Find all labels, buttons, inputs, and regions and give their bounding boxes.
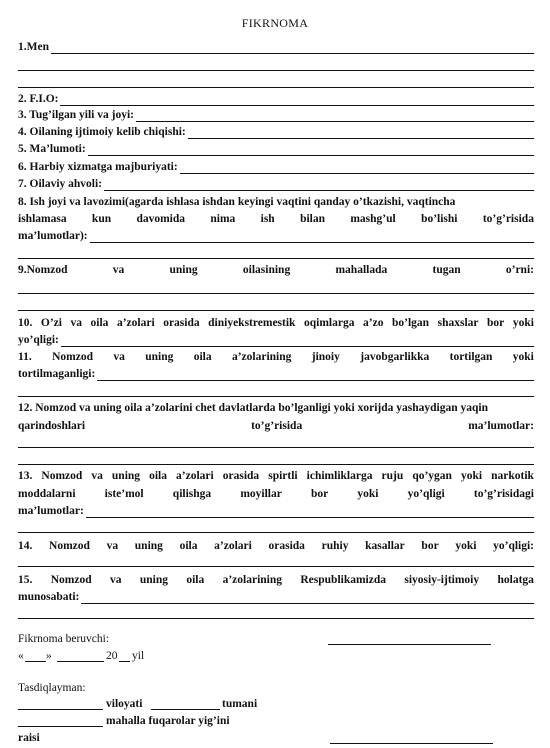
justified-word: va xyxy=(106,540,119,552)
beruvchi-label: Fikrnoma beruvchi: xyxy=(18,633,110,645)
q10-label: yo’qligi: xyxy=(18,334,59,346)
q5-field[interactable] xyxy=(88,144,534,156)
justified-word: va xyxy=(109,574,122,586)
q12-line2 xyxy=(18,419,534,433)
q3-row xyxy=(18,108,534,122)
justified-word: iste’mol xyxy=(104,488,144,500)
justified-word: 9.Nomzod xyxy=(18,264,68,276)
q4-field[interactable] xyxy=(188,127,534,139)
justified-word: ish xyxy=(260,213,275,225)
q10-line1 xyxy=(18,316,534,330)
justified-word: o’rni: xyxy=(505,264,534,276)
justified-word: narkotik xyxy=(491,470,534,482)
raisi-signature-line[interactable] xyxy=(330,743,493,744)
viloyati-label: viloyati xyxy=(106,698,143,710)
document-title: FIKRNOMA xyxy=(241,16,309,30)
q5-row xyxy=(18,142,534,156)
justified-word: a’zolarining xyxy=(222,574,283,586)
q6-label: 6. Harbiy xizmatga majburiyati: xyxy=(18,161,178,173)
q4-row xyxy=(18,125,534,139)
justified-word: Nomzod xyxy=(41,470,83,482)
q11-line1 xyxy=(18,350,534,364)
q6-row xyxy=(18,160,534,174)
justified-word: a’zolari xyxy=(176,470,214,482)
date-year-suffix: yil xyxy=(132,650,145,662)
justified-word: va xyxy=(70,317,83,329)
date-open-quote: « xyxy=(18,650,24,662)
q12-line1 xyxy=(18,401,534,415)
q14-line xyxy=(18,539,534,553)
q11-field[interactable] xyxy=(97,369,534,381)
date-year-field[interactable] xyxy=(119,661,130,662)
date-year-prefix: 20 xyxy=(106,650,118,662)
justified-word: a’zolari xyxy=(116,317,155,329)
justified-word: moyillar xyxy=(240,488,282,500)
q15-extra-line[interactable] xyxy=(18,618,534,619)
justified-word: 14. xyxy=(18,540,33,552)
tuman-field[interactable] xyxy=(151,709,220,710)
tumani-label: tumani xyxy=(222,698,258,710)
q7-field[interactable] xyxy=(104,179,534,191)
q6-field[interactable] xyxy=(180,162,534,174)
justified-word: va xyxy=(113,351,125,363)
justified-word: diniyekstremestik xyxy=(208,317,296,329)
justified-word: javobgarlikka xyxy=(360,351,430,363)
justified-word: bo’lgan xyxy=(391,317,430,329)
q7-label: 7. Oilaviy ahvoli: xyxy=(18,178,103,190)
q15-line1 xyxy=(18,573,534,587)
justified-word: nima xyxy=(210,213,236,225)
justified-word: Nomzod xyxy=(50,574,92,586)
justified-word: Nomzod xyxy=(52,351,93,363)
justified-word: ichimliklarga xyxy=(306,470,373,482)
q12-line-1[interactable] xyxy=(18,447,534,448)
justified-word: spirtli xyxy=(268,470,298,482)
justified-word: shaxslar xyxy=(437,317,479,329)
justified-word: orasida xyxy=(222,470,260,482)
justified-word: 15. xyxy=(18,574,33,586)
q13-field[interactable] xyxy=(86,506,534,518)
q8-label: ma’lumotlar): xyxy=(18,230,88,242)
q13-line2 xyxy=(18,487,534,501)
q8-line1-text: 8. Ish joyi va lavozimi(agarda ishlasa ishdan keyingi vaqtini qanday o’tkazishi, vaqtincha xyxy=(18,196,456,208)
justified-word: davomida xyxy=(136,213,186,225)
date-day-field[interactable] xyxy=(25,661,46,662)
q1-row xyxy=(18,40,534,54)
justified-word: ma’lumotlar: xyxy=(468,420,534,432)
justified-word: oila xyxy=(186,574,205,586)
q14-line-1[interactable] xyxy=(18,566,534,567)
q2-row xyxy=(18,92,534,106)
justified-word: siyosiy-ijtimoiy xyxy=(404,574,480,586)
justified-word: qo’ygan xyxy=(412,470,452,482)
justified-word: ruju xyxy=(381,470,404,482)
q2-field[interactable] xyxy=(60,94,534,106)
justified-word: yoki xyxy=(512,317,534,329)
justified-word: va xyxy=(112,264,125,276)
q8-extra-line[interactable] xyxy=(18,258,534,259)
justified-word: ishlamasa xyxy=(18,213,67,225)
justified-word: bilan xyxy=(300,213,325,225)
justified-word: mashg’ul xyxy=(350,213,396,225)
date-month-field[interactable] xyxy=(57,661,104,662)
justified-word: bo’lishi xyxy=(421,213,458,225)
justified-word: 11. xyxy=(18,351,32,363)
justified-word: 13. xyxy=(18,470,33,482)
justified-word: a’zolari xyxy=(214,540,252,552)
q12-line1-text: 12. Nomzod va uning oila a’zolarini chet davlatlarda bo’lganligi yoki xorijda yashaydigan yaqin xyxy=(18,402,488,414)
q10-row2 xyxy=(18,333,534,347)
justified-word: uning xyxy=(169,264,198,276)
q7-row xyxy=(18,177,534,191)
justified-word: kun xyxy=(91,213,112,225)
justified-word: a’zo xyxy=(363,317,384,329)
justified-word: oilasining xyxy=(242,264,291,276)
q13-row3 xyxy=(18,504,534,518)
justified-word: a’zolarining xyxy=(231,351,292,363)
justified-word: oila xyxy=(149,470,167,482)
justified-word: oila xyxy=(193,351,212,363)
q13-label: ma’lumotlar: xyxy=(18,505,84,517)
q3-field[interactable] xyxy=(136,110,534,122)
mahalla-label: mahalla fuqarolar yig’ini xyxy=(106,715,230,727)
justified-word: uning xyxy=(145,351,174,363)
justified-word: uning xyxy=(111,470,141,482)
q1-label: 1.Men xyxy=(18,41,49,53)
justified-word: va xyxy=(91,470,103,482)
q3-label: 3. Tug’ilgan yili va joyi: xyxy=(18,109,134,121)
q8-row3 xyxy=(18,229,534,243)
justified-word: ruhiy xyxy=(321,540,349,552)
q2-label: 2. F.I.O: xyxy=(18,93,59,105)
q1-extra-line-1[interactable] xyxy=(18,70,534,71)
justified-word: qarindoshlari xyxy=(18,420,86,432)
justified-word: jinoiy xyxy=(311,351,340,363)
q12-line-2[interactable] xyxy=(18,464,534,465)
justified-word: yoki xyxy=(460,470,483,482)
justified-word: O’zi xyxy=(40,317,62,329)
justified-word: yo’qligi xyxy=(407,488,445,500)
q15-label: munosabati: xyxy=(18,591,80,603)
justified-word: tortilgan xyxy=(449,351,493,363)
q9-line-1[interactable] xyxy=(18,293,534,294)
q15-field[interactable] xyxy=(81,592,534,604)
q15-row2 xyxy=(18,590,534,604)
justified-word: to’g’risida xyxy=(482,213,534,225)
justified-word: mahallada xyxy=(335,264,388,276)
q13-line1 xyxy=(18,469,534,483)
date-close-quote: » xyxy=(46,650,52,662)
justified-word: yoki xyxy=(455,540,477,552)
q8-line1 xyxy=(18,195,534,209)
q4-label: 4. Oilaning ijtimoiy kelib chiqishi: xyxy=(18,126,186,138)
q9-line xyxy=(18,263,534,277)
viloyat-field[interactable] xyxy=(18,709,103,710)
justified-word: yoki xyxy=(512,351,534,363)
justified-word: yoki xyxy=(357,488,379,500)
justified-word: uning xyxy=(134,540,163,552)
q11-row2 xyxy=(18,367,534,381)
justified-word: orasida xyxy=(163,317,200,329)
justified-word: moddalarni xyxy=(18,488,76,500)
justified-word: bor xyxy=(487,317,505,329)
q8-field[interactable] xyxy=(90,231,534,243)
raisi-label: raisi xyxy=(18,732,40,744)
justified-word: bor xyxy=(421,540,439,552)
justified-word: bor xyxy=(311,488,329,500)
q10-field[interactable] xyxy=(61,335,534,347)
justified-word: uning xyxy=(139,574,168,586)
justified-word: oila xyxy=(179,540,198,552)
q13-extra-line[interactable] xyxy=(18,532,534,533)
justified-word: holatga xyxy=(497,574,534,586)
justified-word: kasallar xyxy=(365,540,405,552)
mahalla-field[interactable] xyxy=(18,726,103,727)
q1-field[interactable] xyxy=(51,42,534,54)
q11-label: tortilmaganligi: xyxy=(18,368,96,380)
justified-word: Nomzod xyxy=(49,540,90,552)
tasdiq-label: Tasdiqlayman: xyxy=(18,682,86,694)
justified-word: yo’qligi: xyxy=(493,540,534,552)
justified-word: oila xyxy=(90,317,109,329)
q8-line2 xyxy=(18,212,534,226)
justified-word: 10. xyxy=(18,317,33,329)
justified-word: to’g’risida xyxy=(251,420,303,432)
justified-word: Respublikamizda xyxy=(300,574,387,586)
justified-word: orasida xyxy=(268,540,305,552)
justified-word: oqimlarga xyxy=(304,317,355,329)
beruvchi-signature-line[interactable] xyxy=(328,644,491,645)
justified-word: tugan xyxy=(432,264,461,276)
q9-line-2[interactable] xyxy=(18,310,534,311)
justified-word: to’g’risidagi xyxy=(473,488,534,500)
q11-extra-line[interactable] xyxy=(18,396,534,397)
q5-label: 5. Ma’lumoti: xyxy=(18,143,86,155)
q1-extra-line-2[interactable] xyxy=(18,87,534,88)
justified-word: qilishga xyxy=(172,488,212,500)
